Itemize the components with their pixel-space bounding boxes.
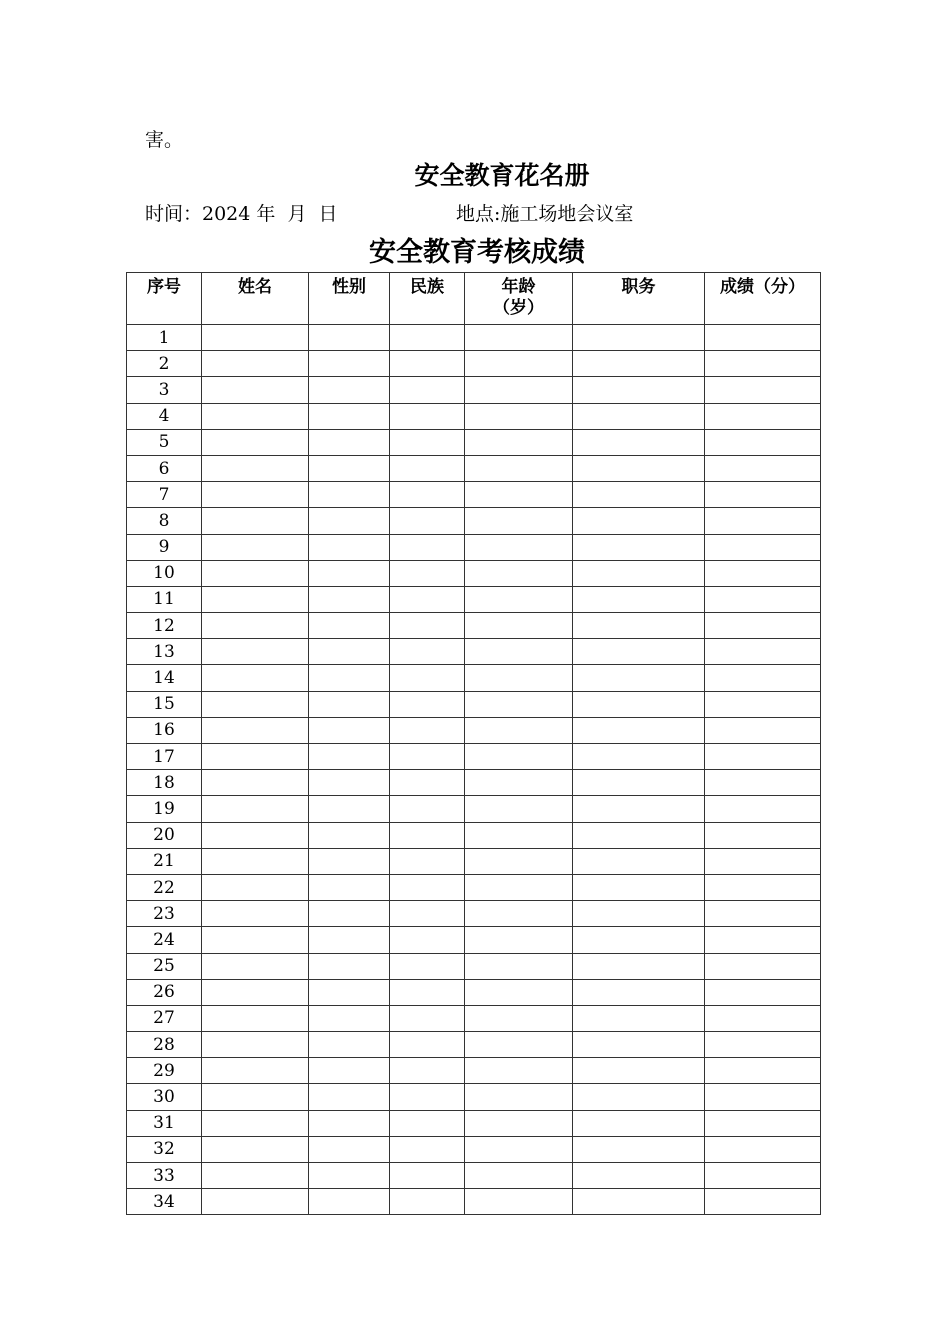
age-cell (465, 901, 573, 927)
name-cell (202, 534, 309, 560)
time-line: 时间：2024 年 月 日 (145, 203, 338, 225)
name-cell (202, 979, 309, 1005)
age-cell (465, 429, 573, 455)
position-cell (573, 560, 705, 586)
name-cell (202, 691, 309, 717)
age-cell (465, 560, 573, 586)
position-cell (573, 1110, 705, 1136)
table-row (127, 1189, 821, 1215)
table-row (127, 927, 821, 953)
row-number-cell: 8 (127, 508, 202, 534)
table-row (127, 691, 821, 717)
gender-cell (309, 691, 390, 717)
position-cell (573, 665, 705, 691)
table-row (127, 796, 821, 822)
ethnicity-cell (390, 586, 465, 612)
table-row (127, 639, 821, 665)
gender-cell (309, 744, 390, 770)
gender-cell (309, 508, 390, 534)
name-cell (202, 927, 309, 953)
ethnicity-cell (390, 377, 465, 403)
row-number-cell: 26 (127, 979, 202, 1005)
row-number-cell: 21 (127, 848, 202, 874)
row-number-cell: 14 (127, 665, 202, 691)
score-cell (705, 770, 821, 796)
gender-cell (309, 429, 390, 455)
row-number-cell: 4 (127, 403, 202, 429)
row-number-cell: 3 (127, 377, 202, 403)
table-row (127, 979, 821, 1005)
position-cell (573, 1163, 705, 1189)
roster-title: 安全教育花名册 (414, 161, 590, 190)
table-row (127, 1136, 821, 1162)
ethnicity-cell (390, 822, 465, 848)
name-cell (202, 770, 309, 796)
name-cell (202, 560, 309, 586)
score-cell (705, 665, 821, 691)
header-seq: 序号 (127, 273, 202, 325)
row-number-cell: 15 (127, 691, 202, 717)
name-cell (202, 953, 309, 979)
row-number-cell: 9 (127, 534, 202, 560)
age-cell (465, 351, 573, 377)
table-row (127, 1084, 821, 1110)
score-cell (705, 822, 821, 848)
gender-cell (309, 586, 390, 612)
position-cell (573, 874, 705, 900)
gender-cell (309, 848, 390, 874)
name-cell (202, 325, 309, 351)
gender-cell (309, 1110, 390, 1136)
gender-cell (309, 1084, 390, 1110)
position-cell (573, 1058, 705, 1084)
score-cell (705, 691, 821, 717)
gender-cell (309, 325, 390, 351)
position-cell (573, 848, 705, 874)
ethnicity-cell (390, 770, 465, 796)
ethnicity-cell (390, 455, 465, 481)
position-cell (573, 1032, 705, 1058)
ethnicity-cell (390, 613, 465, 639)
name-cell (202, 1005, 309, 1031)
table-row (127, 351, 821, 377)
name-cell (202, 586, 309, 612)
ethnicity-cell (390, 429, 465, 455)
score-cell (705, 429, 821, 455)
row-number-cell: 29 (127, 1058, 202, 1084)
name-cell (202, 613, 309, 639)
age-cell (465, 455, 573, 481)
name-cell (202, 482, 309, 508)
ethnicity-cell (390, 534, 465, 560)
position-cell (573, 1136, 705, 1162)
age-cell (465, 665, 573, 691)
age-cell (465, 1032, 573, 1058)
name-cell (202, 508, 309, 534)
score-cell (705, 979, 821, 1005)
score-cell (705, 351, 821, 377)
score-cell (705, 1110, 821, 1136)
gender-cell (309, 1032, 390, 1058)
header-gender: 性别 (309, 273, 390, 325)
name-cell (202, 874, 309, 900)
age-cell (465, 822, 573, 848)
age-cell (465, 770, 573, 796)
row-number-cell: 22 (127, 874, 202, 900)
age-cell (465, 534, 573, 560)
ethnicity-cell (390, 1058, 465, 1084)
header-age: 年龄 （岁） (465, 273, 573, 325)
gender-cell (309, 613, 390, 639)
table-row (127, 901, 821, 927)
table-row (127, 429, 821, 455)
row-number-cell: 24 (127, 927, 202, 953)
score-cell (705, 586, 821, 612)
score-cell (705, 455, 821, 481)
gender-cell (309, 1136, 390, 1162)
table-row (127, 717, 821, 743)
header-name: 姓名 (202, 273, 309, 325)
ethnicity-cell (390, 691, 465, 717)
table-row (127, 560, 821, 586)
row-number-cell: 13 (127, 639, 202, 665)
position-cell (573, 429, 705, 455)
score-cell (705, 403, 821, 429)
age-cell (465, 848, 573, 874)
gender-cell (309, 953, 390, 979)
gender-cell (309, 1058, 390, 1084)
table-row (127, 1032, 821, 1058)
ethnicity-cell (390, 403, 465, 429)
row-number-cell: 32 (127, 1136, 202, 1162)
score-cell (705, 848, 821, 874)
gender-cell (309, 717, 390, 743)
lead-text: 害。 (145, 129, 184, 151)
position-cell (573, 508, 705, 534)
position-cell (573, 927, 705, 953)
name-cell (202, 665, 309, 691)
score-cell (705, 717, 821, 743)
gender-cell (309, 927, 390, 953)
age-cell (465, 586, 573, 612)
gender-cell (309, 534, 390, 560)
position-cell (573, 639, 705, 665)
row-number-cell: 1 (127, 325, 202, 351)
table-row (127, 403, 821, 429)
score-cell (705, 639, 821, 665)
position-cell (573, 351, 705, 377)
row-number-cell: 28 (127, 1032, 202, 1058)
row-number-cell: 33 (127, 1163, 202, 1189)
position-cell (573, 403, 705, 429)
ethnicity-cell (390, 1084, 465, 1110)
gender-cell (309, 639, 390, 665)
gender-cell (309, 482, 390, 508)
table-row (127, 822, 821, 848)
row-number-cell: 10 (127, 560, 202, 586)
gender-cell (309, 1163, 390, 1189)
gender-cell (309, 874, 390, 900)
row-number-cell: 20 (127, 822, 202, 848)
position-cell (573, 901, 705, 927)
age-cell (465, 744, 573, 770)
row-number-cell: 16 (127, 717, 202, 743)
row-number-cell: 23 (127, 901, 202, 927)
name-cell (202, 403, 309, 429)
position-cell (573, 979, 705, 1005)
name-cell (202, 1136, 309, 1162)
name-cell (202, 351, 309, 377)
exam-title: 安全教育考核成绩 (369, 237, 585, 268)
age-cell (465, 717, 573, 743)
row-number-cell: 31 (127, 1110, 202, 1136)
age-cell (465, 691, 573, 717)
name-cell (202, 848, 309, 874)
score-cell (705, 1058, 821, 1084)
score-cell (705, 534, 821, 560)
position-cell (573, 377, 705, 403)
age-cell (465, 1058, 573, 1084)
score-cell (705, 508, 821, 534)
gender-cell (309, 351, 390, 377)
row-number-cell: 17 (127, 744, 202, 770)
table-row (127, 665, 821, 691)
position-cell (573, 325, 705, 351)
position-cell (573, 482, 705, 508)
table-row (127, 508, 821, 534)
age-cell (465, 377, 573, 403)
row-number-cell: 34 (127, 1189, 202, 1215)
score-cell (705, 744, 821, 770)
position-cell (573, 953, 705, 979)
gender-cell (309, 455, 390, 481)
ethnicity-cell (390, 927, 465, 953)
score-cell (705, 1189, 821, 1215)
score-cell (705, 796, 821, 822)
ethnicity-cell (390, 796, 465, 822)
gender-cell (309, 979, 390, 1005)
age-cell (465, 953, 573, 979)
name-cell (202, 639, 309, 665)
gender-cell (309, 822, 390, 848)
name-cell (202, 1032, 309, 1058)
header-row (127, 273, 821, 325)
ethnicity-cell (390, 482, 465, 508)
table-row (127, 1058, 821, 1084)
name-cell (202, 901, 309, 927)
ethnicity-cell (390, 1136, 465, 1162)
ethnicity-cell (390, 901, 465, 927)
table-row (127, 1110, 821, 1136)
table-row (127, 377, 821, 403)
row-number-cell: 27 (127, 1005, 202, 1031)
table-row (127, 455, 821, 481)
position-cell (573, 1005, 705, 1031)
row-number-cell: 11 (127, 586, 202, 612)
ethnicity-cell (390, 874, 465, 900)
age-cell (465, 796, 573, 822)
ethnicity-cell (390, 1005, 465, 1031)
table-row (127, 744, 821, 770)
row-number-cell: 7 (127, 482, 202, 508)
table-row (127, 953, 821, 979)
row-number-cell: 18 (127, 770, 202, 796)
name-cell (202, 1084, 309, 1110)
ethnicity-cell (390, 717, 465, 743)
row-number-cell: 5 (127, 429, 202, 455)
header-score: 成绩（分） (705, 273, 821, 325)
row-number-cell: 2 (127, 351, 202, 377)
ethnicity-cell (390, 508, 465, 534)
row-number-cell: 19 (127, 796, 202, 822)
name-cell (202, 796, 309, 822)
ethnicity-cell (390, 1189, 465, 1215)
ethnicity-cell (390, 639, 465, 665)
position-cell (573, 455, 705, 481)
name-cell (202, 822, 309, 848)
ethnicity-cell (390, 1110, 465, 1136)
ethnicity-cell (390, 1032, 465, 1058)
position-cell (573, 770, 705, 796)
position-cell (573, 822, 705, 848)
ethnicity-cell (390, 953, 465, 979)
gender-cell (309, 560, 390, 586)
gender-cell (309, 1189, 390, 1215)
gender-cell (309, 403, 390, 429)
score-table (126, 272, 821, 1215)
name-cell (202, 1189, 309, 1215)
gender-cell (309, 901, 390, 927)
score-cell (705, 482, 821, 508)
table-row (127, 1005, 821, 1031)
age-cell (465, 482, 573, 508)
ethnicity-cell (390, 848, 465, 874)
score-cell (705, 953, 821, 979)
score-cell (705, 1136, 821, 1162)
gender-cell (309, 665, 390, 691)
position-cell (573, 586, 705, 612)
table-row (127, 1163, 821, 1189)
ethnicity-cell (390, 351, 465, 377)
position-cell (573, 717, 705, 743)
ethnicity-cell (390, 979, 465, 1005)
position-cell (573, 1189, 705, 1215)
age-cell (465, 1005, 573, 1031)
age-cell (465, 1084, 573, 1110)
name-cell (202, 377, 309, 403)
age-cell (465, 927, 573, 953)
gender-cell (309, 770, 390, 796)
score-cell (705, 874, 821, 900)
table-row (127, 534, 821, 560)
place-line: 地点:施工场地会议室 (456, 203, 634, 225)
name-cell (202, 1110, 309, 1136)
age-cell (465, 325, 573, 351)
table-row (127, 325, 821, 351)
position-cell (573, 744, 705, 770)
score-cell (705, 325, 821, 351)
score-cell (705, 1005, 821, 1031)
name-cell (202, 717, 309, 743)
age-cell (465, 1110, 573, 1136)
age-cell (465, 1163, 573, 1189)
position-cell (573, 691, 705, 717)
ethnicity-cell (390, 325, 465, 351)
name-cell (202, 744, 309, 770)
table-row (127, 770, 821, 796)
age-cell (465, 613, 573, 639)
score-cell (705, 927, 821, 953)
ethnicity-cell (390, 1163, 465, 1189)
position-cell (573, 796, 705, 822)
gender-cell (309, 377, 390, 403)
position-cell (573, 534, 705, 560)
position-cell (573, 1084, 705, 1110)
header-position: 职务 (573, 273, 705, 325)
age-cell (465, 639, 573, 665)
name-cell (202, 429, 309, 455)
table-row (127, 874, 821, 900)
ethnicity-cell (390, 560, 465, 586)
gender-cell (309, 796, 390, 822)
age-cell (465, 874, 573, 900)
row-number-cell: 25 (127, 953, 202, 979)
ethnicity-cell (390, 665, 465, 691)
age-cell (465, 1136, 573, 1162)
row-number-cell: 12 (127, 613, 202, 639)
table-row (127, 848, 821, 874)
table-row (127, 482, 821, 508)
row-number-cell: 6 (127, 455, 202, 481)
name-cell (202, 1163, 309, 1189)
table-row (127, 613, 821, 639)
gender-cell (309, 1005, 390, 1031)
score-cell (705, 1032, 821, 1058)
row-number-cell: 30 (127, 1084, 202, 1110)
ethnicity-cell (390, 744, 465, 770)
age-cell (465, 979, 573, 1005)
score-cell (705, 377, 821, 403)
age-cell (465, 1189, 573, 1215)
position-cell (573, 613, 705, 639)
name-cell (202, 455, 309, 481)
score-cell (705, 1084, 821, 1110)
age-cell (465, 508, 573, 534)
score-cell (705, 613, 821, 639)
header-ethnicity: 民族 (390, 273, 465, 325)
table-row (127, 586, 821, 612)
name-cell (202, 1058, 309, 1084)
score-cell (705, 901, 821, 927)
age-cell (465, 403, 573, 429)
score-cell (705, 1163, 821, 1189)
score-cell (705, 560, 821, 586)
